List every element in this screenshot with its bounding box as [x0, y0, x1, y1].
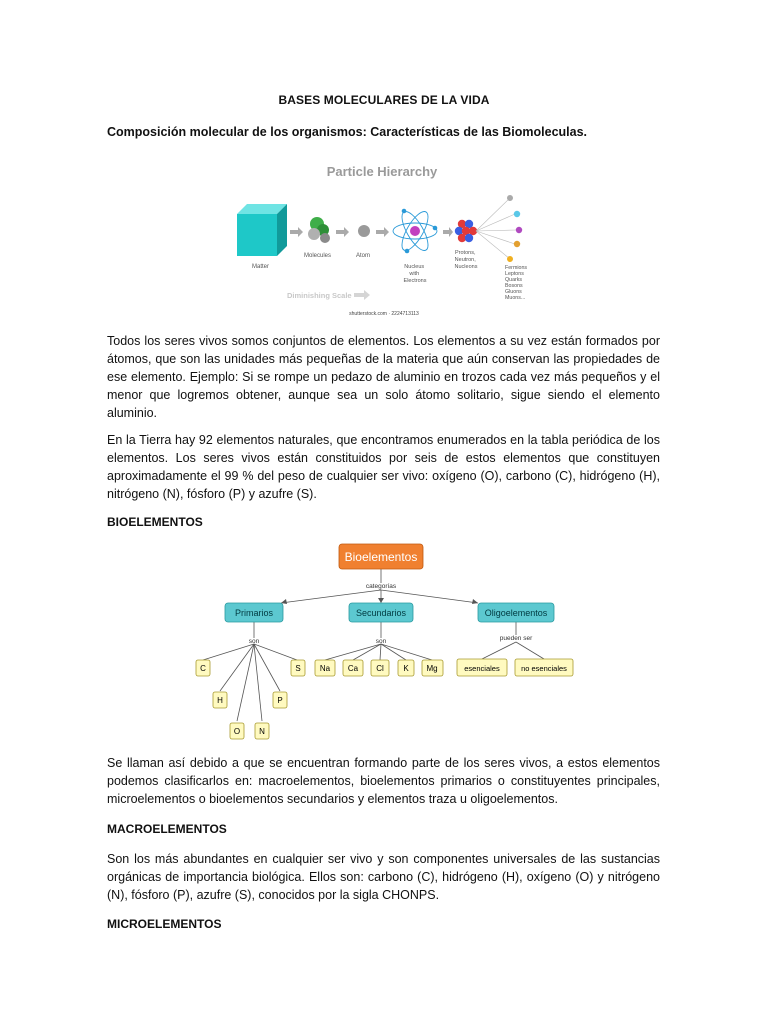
atom-label: Atom — [356, 253, 371, 259]
concept-oligo-label: Oligoelementos — [484, 608, 548, 618]
link-label: son — [248, 638, 260, 645]
paragraph-4: Son los más abundantes en cualquier ser vivo y son componentes universales de las sustancias orgánicas de importancia biológica. Ellos son: carbono (C), hidrógeno (H), oxígeno (O) y nitrógeno (N), fósforo (P), azufre (S), conocidos por la sigla CHONPS. — [107, 852, 660, 902]
atom-icon — [358, 225, 370, 237]
particle-icon — [514, 241, 520, 247]
particle-hierarchy-figure — [232, 158, 537, 320]
scale-label: Diminishing Scale — [287, 291, 352, 300]
paragraph-2: En la Tierra hay 92 elementos naturales, que encontramos enumerados en la tabla periódica de los elementos. Los seres vivos están constituidos por seis de estos elementos que constituyen aproximadamente el 99 % del peso de cualquier ser vivo: oxígeno (O), carbono (C), hidrógeno (H), nitrógeno (N), fósforo (P) y azufre (S). — [107, 433, 660, 501]
paragraph-3: Se llaman así debido a que se encuentran formando parte de los seres vivos, a estos elementos podemos clasificarlos en: macroelementos, bioelementos primarios o constituyentes principales, microelementos o bioelementos secundarios y elementos traza u oligoelementos. — [107, 756, 660, 806]
document-title: BASES MOLECULARES DE LA VIDA — [278, 93, 490, 107]
svg-text:Na: Na — [319, 664, 331, 673]
bioelementos-concept-map — [195, 538, 575, 743]
particle-icon — [516, 227, 522, 233]
image-credit: shutterstock.com · 2224713113 — [349, 311, 419, 317]
matter-cube-icon — [237, 204, 287, 256]
figure-heading: Particle Hierarchy — [326, 164, 438, 179]
nucleus-label: Nucleus with Electrons — [403, 264, 427, 284]
svg-text:K: K — [403, 664, 409, 673]
paragraph-1: Todos los seres vivos somos conjuntos de elementos. Los elementos a su vez están formados por átomos, que son las unidades más pequeñas de la materia que aún conservan las propiedades de ese elemento. Ejemplo: Si se rompe un pedazo de aluminio en trozos cada vez más pequeños y el menor que logremos obtener, aunque sea un solo átomo solitario, sigue siendo el elemento aluminio. — [107, 334, 660, 420]
concept-secundarios-label: Secundarios — [355, 608, 407, 618]
document-subtitle: Composición molecular de los organismos: Características de las Biomoleculas. — [107, 125, 588, 139]
svg-text:Mg: Mg — [426, 664, 438, 673]
svg-text:Ca: Ca — [347, 664, 359, 673]
svg-text:N: N — [259, 727, 265, 736]
concept-primarios-label: Primarios — [234, 608, 274, 618]
molecules-label: Molecules — [304, 253, 332, 259]
svg-text:Cl: Cl — [376, 664, 384, 673]
svg-text:C: C — [200, 664, 206, 673]
svg-text:esenciales: esenciales — [464, 664, 500, 673]
matter-label: Matter — [252, 264, 270, 270]
svg-text:P: P — [277, 696, 283, 705]
heading-bioelementos: BIOELEMENTOS — [107, 515, 203, 529]
link-label: son — [375, 638, 387, 645]
svg-text:O: O — [233, 727, 241, 736]
heading-macroelementos: MACROELEMENTOS — [107, 822, 227, 836]
protons-label: Protons, Neutron, Nucleons — [454, 250, 478, 270]
link-label: pueden ser — [499, 635, 533, 642]
link-label: categorías — [365, 583, 397, 590]
concept-root-label: Bioelementos — [344, 550, 418, 564]
particle-icon — [507, 256, 513, 262]
svg-text:no esenciales: no esenciales — [521, 664, 567, 673]
particle-icon — [514, 211, 520, 217]
svg-text:S: S — [295, 664, 301, 673]
particle-icon — [507, 195, 513, 201]
heading-microelementos: MICROELEMENTOS — [107, 917, 222, 931]
fermions-label: Fermions Leptons Quarks Bosons Gluons Muons... — [505, 265, 528, 301]
svg-text:H: H — [217, 696, 223, 705]
